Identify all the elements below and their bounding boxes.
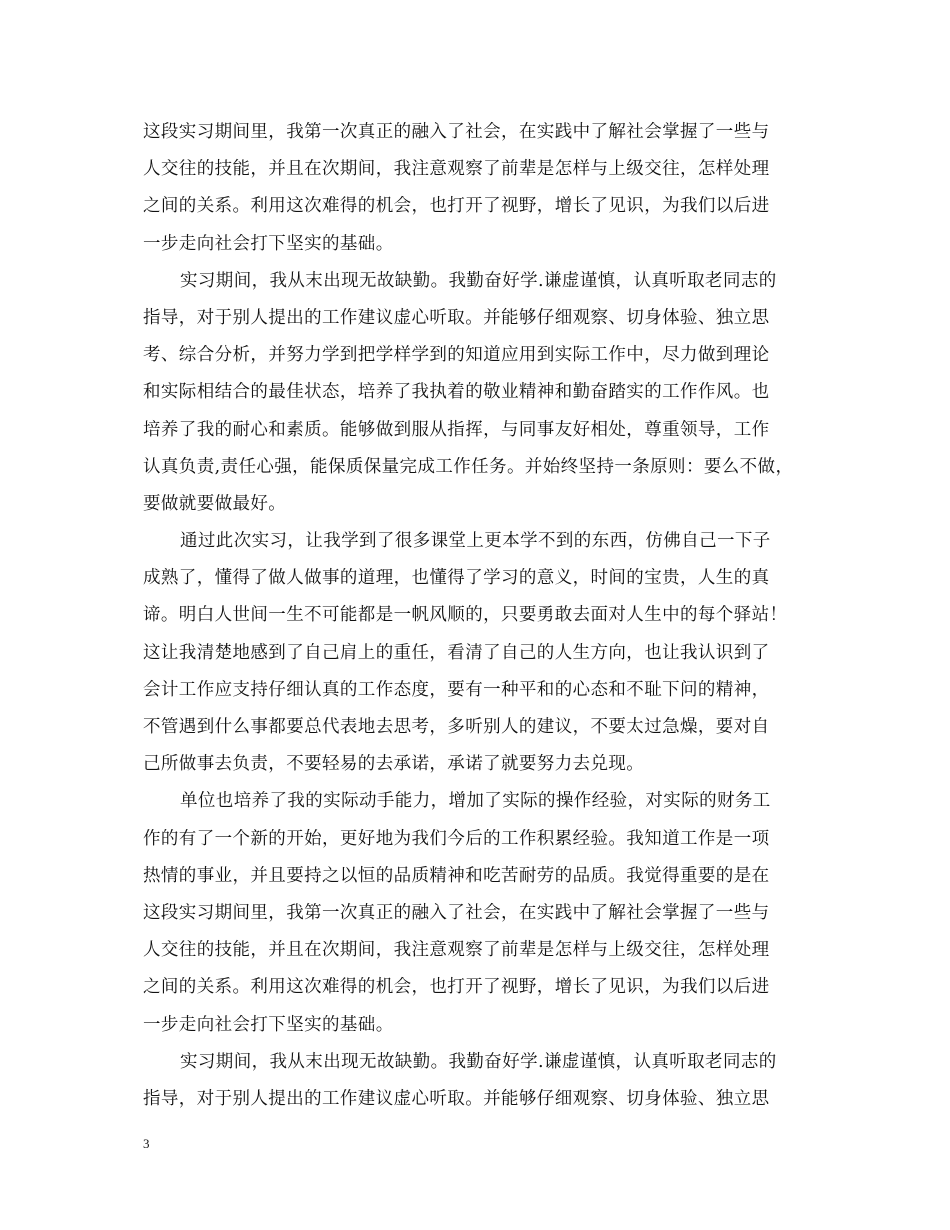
text-line: 人交往的技能，并且在次期间，我注意观察了前辈是怎样与上级交往，怎样处理 [143,159,770,180]
text-line: 人交往的技能，并且在次期间，我注意观察了前辈是怎样与上级交往，怎样处理 [143,940,770,961]
text-line: 之间的关系。利用这次难得的机会，也打开了视野，增长了见识，为我们以后进 [143,196,770,217]
text-line: 这段实习期间里，我第一次真正的融入了社会，在实践中了解社会掌握了一些与 [143,902,770,923]
text-line: 这段实习期间里，我第一次真正的融入了社会，在实践中了解社会掌握了一些与 [143,122,770,142]
body-text [143,114,823,1118]
text-line: 不管遇到什么事都要总代表地去思考，多听别人的建议，不要太过急燥，要对自 [143,717,770,737]
page-number: 3 [143,1136,150,1151]
text-line: 谛。明白人世间一生不可能都是一帆风顺的，只要勇敢去面对人生中的每个驿站！ [143,605,788,626]
text-line: 要做就要做最好。 [143,493,287,514]
text-line: 成熟了，懂得了做人做事的道理，也懂得了学习的意义，时间的宝贵，人生的真 [143,568,770,589]
text-line: 和实际相结合的最佳状态，培养了我执着的敬业精神和勤奋踏实的工作作风。也 [143,382,770,403]
paragraph-first-line: 实习期间，我从末出现无故缺勤。我勤奋好学.谦虚谨慎，认真听取老同志的 [180,270,777,291]
text-line: 培养了我的耐心和素质。能够做到服从指挥，与同事友好相处，尊重领导，工作 [143,419,770,440]
text-line: 认真负责,责任心强，能保质保量完成工作任务。并始终坚持一条原则：要么不做， [143,456,794,477]
text-line: 考、综合分析，并努力学到把学样学到的知道应用到实际工作中，尽力做到理论 [143,345,770,366]
text-line: 作的有了一个新的开始，更好地为我们今后的工作积累经验。我知道工作是一项 [143,828,770,849]
text-line: 指导，对于别人提出的工作建议虚心听取。并能够仔细观察、切身体验、独立思 [143,307,770,328]
text-line: 一步走向社会打下坚实的基础。 [143,1014,394,1035]
text-line: 这让我清楚地感到了自己肩上的重任，看清了自己的人生方向，也让我认识到了 [143,642,770,663]
paragraph-first-line: 单位也培养了我的实际动手能力，增加了实际的操作经验，对实际的财务工 [180,791,771,812]
text-line: 指导，对于别人提出的工作建议虚心听取。并能够仔细观察、切身体验、独立思 [143,1088,770,1109]
paragraph-first-line: 实习期间，我从末出现无故缺勤。我勤奋好学.谦虚谨慎，认真听取老同志的 [180,1051,777,1072]
text-line: 会计工作应支持仔细认真的工作态度，要有一种平和的心态和不耻下问的精神， [143,679,770,700]
paragraph-first-line: 通过此次实习，让我学到了很多课堂上更本学不到的东西，仿佛自己一下子 [180,531,771,552]
text-line: 热情的事业，并且要持之以恒的品质精神和吃苦耐劳的品质。我觉得重要的是在 [143,865,770,886]
text-line: 之间的关系。利用这次难得的机会，也打开了视野，增长了见识，为我们以后进 [143,977,770,998]
text-line: 一步走向社会打下坚实的基础。 [143,233,394,254]
text-line: 己所做事去负责，不要轻易的去承诺，承诺了就要努力去兑现。 [143,754,645,775]
